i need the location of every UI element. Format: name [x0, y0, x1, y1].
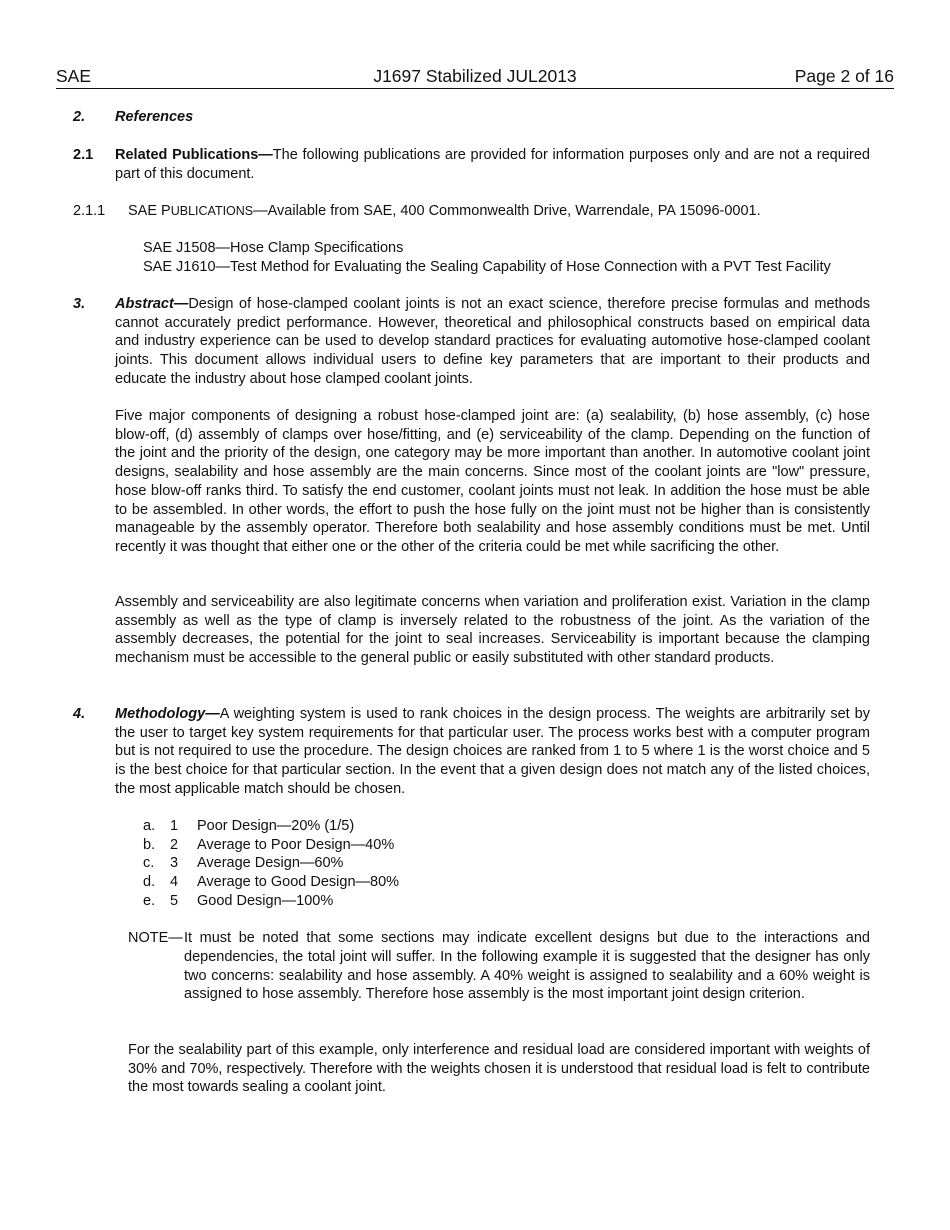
- section-2-1-1-paragraph: [128, 202, 761, 221]
- section-2-1-1-text: —Available from SAE, 400 Commonwealth Drive, Warrendale, PA 15096-0001.: [253, 203, 761, 219]
- rating-letter: a.: [143, 818, 156, 834]
- abstract-paragraph-3: Assembly and serviceability are also legitimate concerns when variation and proliferation exist. Variation in the clamp assembly as well as the type of clamp is inversely related to the robustness of the joint. As the variation of the assembly decreases, the potential for the joint to seal increases. Serviceability is important because the clamping mechanism must be accessible to the general public or easily substituted with other standard products.: [115, 594, 870, 667]
- rating-score: 4: [170, 874, 179, 890]
- header-document-id: J1697 Stabilized JUL2013: [373, 66, 577, 86]
- rating-score: 2: [170, 837, 179, 853]
- reference-item: SAE J1610—Test Method for Evaluating the Sealing Capability of Hose Connection with a PVT Test Facility: [143, 259, 831, 275]
- section-2-1-text: The following publications are provided for information purposes only and are not a required part of this document.: [115, 147, 870, 182]
- rating-label: Poor Design—20% (1/5): [197, 818, 355, 834]
- abstract-lead: Abstract—: [115, 296, 189, 312]
- reference-item: SAE J1508—Hose Clamp Specifications: [143, 240, 404, 256]
- abstract-paragraph-1: [115, 295, 870, 389]
- page-header: [56, 66, 894, 89]
- section-2-1-1-lead: SAE P: [128, 203, 171, 219]
- rating-letter: d.: [143, 874, 156, 890]
- rating-label: Good Design—100%: [197, 893, 334, 909]
- section-2-title: References: [115, 109, 194, 125]
- rating-letter: b.: [143, 837, 156, 853]
- rating-score: 3: [170, 855, 179, 871]
- rating-score: 5: [170, 893, 179, 909]
- header-publisher: SAE: [56, 66, 92, 86]
- rating-label: Average to Good Design—80%: [197, 874, 400, 890]
- header-page-number: Page 2 of 16: [794, 66, 894, 86]
- list-item: [0, 817, 950, 836]
- abstract-p1-text: Design of hose-clamped coolant joints is not an exact science, therefore precise formulas and methods cannot accurately predict performance. However, theoretical and philosophical constructs based on empirical data and industry experience can be used to develop standard practices for evaluating automotive hose-clamped coolant joints. This document allows individual users to define key parameters that are important to their products and educate the industry about hose clamped coolant joints.: [115, 296, 870, 387]
- section-4-number: 4.: [73, 706, 86, 722]
- methodology-lead: Methodology—: [115, 706, 220, 722]
- rating-letter: e.: [143, 893, 156, 909]
- list-item: [0, 854, 950, 873]
- section-2-1-lead: Related Publications—: [115, 147, 273, 163]
- list-item: [0, 892, 950, 911]
- note-text: dependencies, the total joint will suffer. In the following example it is suggested that the designer has only two concerns: sealability and hose assembly. A 40% weight is assigned to sealability and a 60% weight is assigned to hose assembly. Therefore hose assembly is the most important joint design criterion.: [184, 949, 870, 1003]
- section-3-number: 3.: [73, 296, 86, 312]
- methodology-paragraph-1: [115, 705, 870, 799]
- list-item: [0, 836, 950, 855]
- list-item: [0, 873, 950, 892]
- rating-score: 1: [170, 818, 179, 834]
- rating-label: Average to Poor Design—40%: [197, 837, 395, 853]
- rating-letter: c.: [143, 855, 155, 871]
- section-2-1-1-lead-smallcaps: UBLICATIONS: [170, 204, 254, 218]
- methodology-p1-text: A weighting system is used to rank choices in the design process. The weights are arbitrarily set by the user to target key system requirements for that particular user. The process works best with a computer program but is not required to use the procedure. The design choices are ranked from 1 to 5 where 1 is the worst choice and 5 is the best choice for that particular section. In the event that a given design does not match any of the listed choices, the most applicable match should be chosen.: [115, 706, 870, 797]
- section-2-1-number: 2.1: [73, 147, 94, 163]
- methodology-paragraph-2: For the sealability part of this example, only interference and residual load are considered important with weights of 30% and 70%, respectively. Therefore with the weights chosen it is understood that residual load is felt to contribute the most towards sealing a coolant joint.: [128, 1042, 870, 1096]
- abstract-paragraph-2: Five major components of designing a robust hose-clamped joint are: (a) sealability, (b) hose assembly, (c) hose blow-off, (d) assembly of clamps over hose/fitting, and (e) serviceability of the clamp. Depending on the function of the joint and the priority of the design, one category may be more important than another. In automotive coolant joint designs, sealability and hose assembly are the main concerns. Since most of the coolant joints are "low" pressure, hose blow-off ranks third. To satisfy the end customer, coolant joints must not leak. In addition the hose must be able to be assembled. In other words, the effort to push the hose fully on the joint must not be higher than is consistently manageable by the assembly operator. Therefore both sealability and hose assembly conditions must be met. Until recently it was thought that either one or the other of the criteria could be met while sacrificing the other.: [115, 408, 870, 555]
- note-label: NOTE—: [128, 930, 183, 946]
- rating-label: Average Design—60%: [197, 855, 344, 871]
- note-first-line: It must be noted that some sections may indicate excellent designs but due to the interactions and: [184, 930, 870, 946]
- section-2-number: 2.: [73, 109, 86, 125]
- section-2-1-paragraph: [115, 146, 870, 183]
- section-2-1-1-number: 2.1.1: [73, 203, 106, 219]
